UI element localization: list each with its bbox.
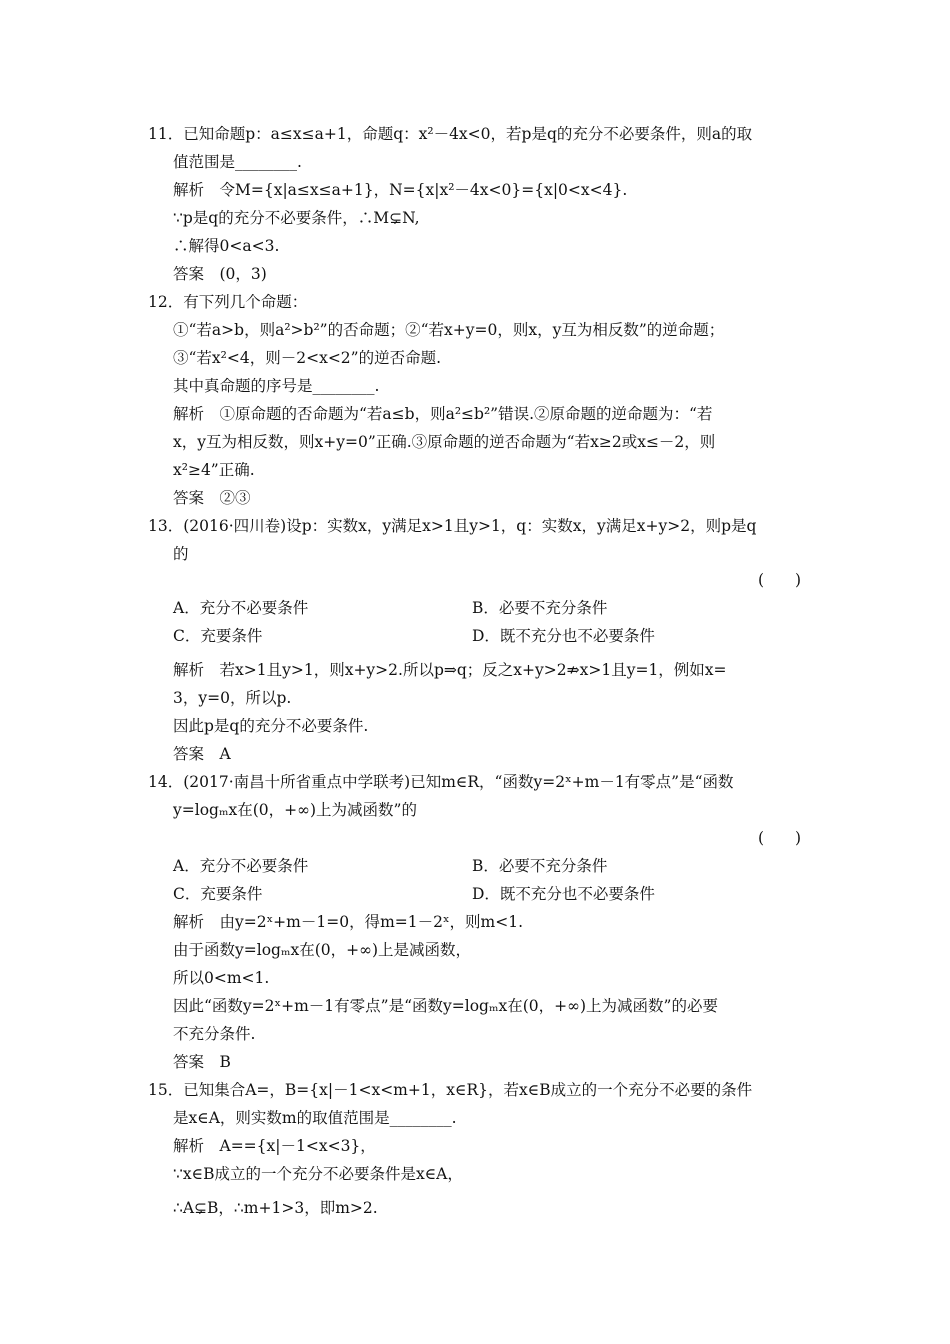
q13-analysis-1: 解析 若x>1且y>1，则x+y>2.所以p⇒q；反之x+y>2⇏x>1且y=1，例如x= (173, 661, 727, 679)
q12-line-4: 其中真命题的序号是________. (173, 377, 380, 395)
q15-line-1: 15．已知集合A=，B={x|－1<x<m+1，x∈R}，若x∈B成立的一个充分不必要的条件 (148, 1081, 753, 1099)
q15-analysis-1: 解析 A=={x|－1<x<3}， (173, 1137, 376, 1155)
q13-analysis-3: 因此p是q的充分不必要条件. (173, 717, 369, 735)
q14-option-c: C．充要条件 (173, 885, 263, 903)
q13-option-a: A．充分不必要条件 (173, 599, 309, 617)
q13-line-2: 的 (173, 545, 189, 563)
q12-line-3: ③“若x²<4，则－2<x<2”的逆否命题. (173, 349, 442, 367)
q14-analysis-5: 不充分条件. (173, 1025, 256, 1043)
q14-line-2: y=logₘx在(0，+∞)上为减函数”的 (173, 801, 417, 819)
q12-analysis-3: x²≥4”正确. (173, 461, 255, 479)
q13-answer-paren: ( ) (758, 571, 802, 589)
q12-analysis-2: x，y互为相反数，则x+y=0”正确.③原命题的逆否命题为“若x≥2或x≤－2，则 (173, 433, 716, 451)
q14-option-d: D．既不充分也不必要条件 (472, 885, 655, 903)
q15-analysis-2: ∵x∈B成立的一个充分不必要条件是x∈A， (173, 1165, 463, 1183)
q13-option-b: B．必要不充分条件 (472, 599, 608, 617)
q14-option-a: A．充分不必要条件 (173, 857, 309, 875)
q14-analysis-4: 因此“函数y=2ˣ+m－1有零点”是“函数y=logₘx在(0，+∞)上为减函数”的必要 (173, 997, 718, 1015)
q12-line-2: ①“若a>b，则a²>b²”的否命题；②“若x+y=0，则x，y互为相反数”的逆命题； (173, 321, 725, 339)
q12-line-1: 12．有下列几个命题： (148, 293, 308, 311)
q11-answer: 答案 (0，3) (173, 265, 267, 283)
q13-option-c: C．充要条件 (173, 627, 263, 645)
q14-analysis-3: 所以0<m<1. (173, 969, 270, 987)
q11-analysis-3: ∴解得0<a<3. (173, 237, 280, 255)
q11-line-1: 11．已知命题p：a≤x≤a+1，命题q：x²－4x<0，若p是q的充分不必要条件，则a的取 (148, 125, 753, 143)
q15-analysis-3: ∴A⊊B，∴m+1>3，即m>2. (173, 1199, 378, 1217)
q11-analysis-2: ∵p是q的充分不必要条件，∴M⊊N, (173, 209, 420, 227)
q13-answer: 答案 A (173, 745, 231, 763)
q14-analysis-1: 解析 由y=2ˣ+m－1=0，得m=1－2ˣ，则m<1. (173, 913, 524, 931)
q11-analysis-1: 解析 令M={x|a≤x≤a+1}，N={x|x²－4x<0}={x|0<x<4}. (173, 181, 628, 199)
q14-option-b: B．必要不充分条件 (472, 857, 608, 875)
q13-line-1: 13．(2016·四川卷)设p：实数x，y满足x>1且y>1，q：实数x，y满足x+y>2，则p是q (148, 517, 757, 535)
q11-line-2: 值范围是________. (173, 153, 302, 171)
q14-answer: 答案 B (173, 1053, 231, 1071)
q14-analysis-2: 由于函数y=logₘx在(0，+∞)上是减函数， (173, 941, 472, 959)
q14-line-1: 14．(2017·南昌十所省重点中学联考)已知m∈R，“函数y=2ˣ+m－1有零点”是“函数 (148, 773, 734, 791)
q12-analysis-1: 解析 ①原命题的否命题为“若a≤b，则a²≤b²”错误.②原命题的逆命题为：“若 (173, 405, 713, 423)
q12-answer: 答案 ②③ (173, 489, 251, 507)
q15-line-2: 是x∈A，则实数m的取值范围是________. (173, 1109, 457, 1127)
q14-answer-paren: ( ) (758, 829, 802, 847)
q13-option-d: D．既不充分也不必要条件 (472, 627, 655, 645)
q13-analysis-2: 3，y=0，所以p. (173, 689, 292, 707)
